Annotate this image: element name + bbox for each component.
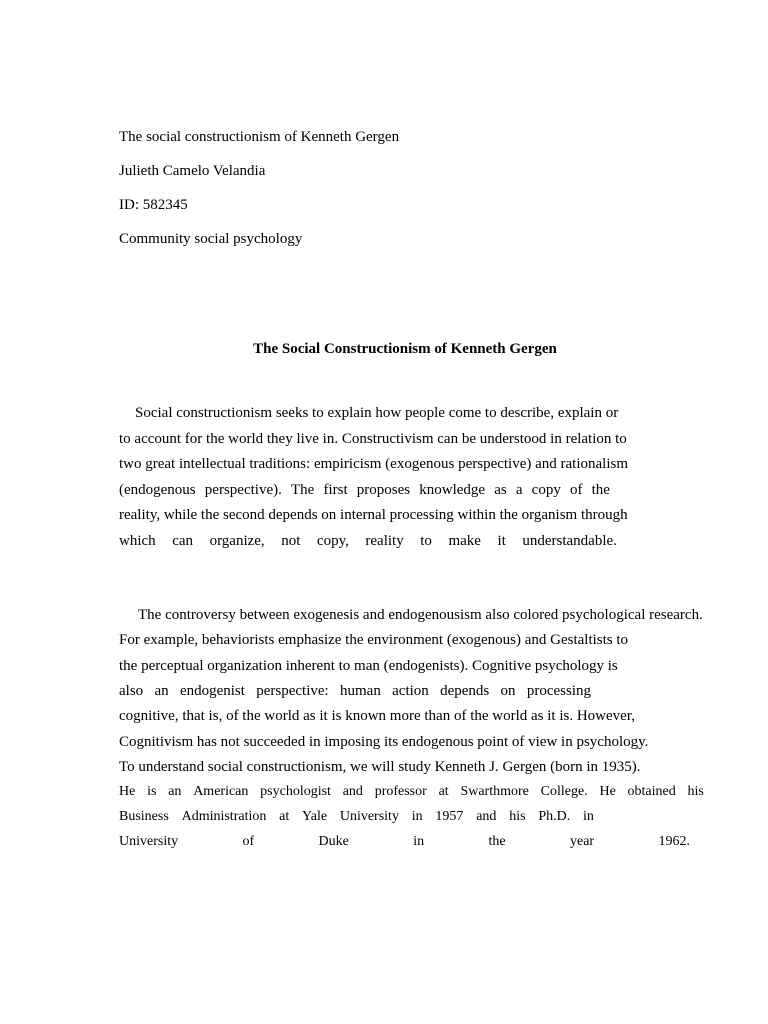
p2-line-8-w8: Swarthmore	[460, 784, 529, 799]
p2-line-7: To understand social constructionism, we will study Kenneth J. Gergen (born in 1935).	[119, 759, 641, 775]
p1-line-4-w10: the	[591, 482, 610, 498]
p2-line-10-w5: year	[569, 834, 595, 849]
p2-line-4-w8: processing	[526, 683, 591, 699]
p1-line-1: Social constructionism seeks to explain how people come to describe, explain or	[135, 405, 619, 421]
p1-line-4-w8: copy	[531, 482, 561, 498]
document-title: The Social Constructionism of Kenneth Gergen	[253, 341, 557, 357]
p2-line-8-w9: College.	[540, 784, 588, 799]
p2-line-8-w0: He	[119, 784, 136, 799]
p1-line-6-w2: organize,	[209, 533, 265, 549]
p2-line-9-w2: at	[279, 809, 290, 824]
p2-line-4	[119, 682, 591, 700]
p1-line-4-w0: (endogenous	[119, 482, 196, 498]
header-title-line: The social constructionism of Kenneth Gergen	[119, 129, 400, 145]
p1-line-4-w7: a	[515, 482, 523, 498]
p2-line-9-w0: Business	[119, 809, 169, 824]
p1-line-6-w3: not	[281, 533, 301, 549]
p2-line-5: cognitive, that is, of the world as it is known more than of the world as it is. However,	[119, 708, 635, 724]
p2-line-10-w2: Duke	[318, 834, 349, 849]
p1-line-6-w9: understandable.	[522, 533, 617, 549]
p1-line-5: reality, while the second depends on internal processing within the organism through	[119, 507, 628, 523]
p2-line-4-w2: endogenist	[179, 683, 245, 699]
p2-line-8-w7: at	[438, 784, 449, 799]
p1-line-6-w1: can	[172, 533, 194, 549]
p2-line-9-w6: 1957	[435, 809, 464, 824]
p2-line-4-w6: depends	[440, 683, 490, 699]
p2-line-4-w3: perspective:	[256, 683, 329, 699]
p2-line-4-w1: an	[154, 683, 169, 699]
p1-line-4-w5: knowledge	[419, 482, 486, 498]
p2-line-8-w1: is	[147, 784, 157, 799]
p1-line-6-w4: copy,	[316, 533, 349, 549]
p2-line-9-w7: and	[476, 809, 497, 824]
p2-line-6: Cognitivism has not succeeded in imposing its endogenous point of view in psychology.	[119, 734, 649, 750]
header-course: Community social psychology	[119, 231, 303, 247]
p2-line-8-w4: psychologist	[260, 784, 331, 799]
p2-line-8	[119, 783, 704, 801]
p1-line-6-w5: reality	[365, 533, 404, 549]
p1-line-4-w6: as	[494, 482, 507, 498]
p2-line-9-w4: University	[339, 809, 399, 824]
p2-line-4-w4: human	[340, 683, 381, 699]
p1-line-4-w2: The	[290, 482, 315, 498]
p2-line-9-w3: Yale	[302, 809, 328, 824]
p2-line-8-w12: his	[687, 784, 704, 799]
p2-line-8-w10: He	[599, 784, 616, 799]
p1-line-4-w1: perspective).	[204, 482, 282, 498]
p2-line-9-w9: Ph.D.	[538, 809, 571, 824]
p2-line-3: the perceptual organization inherent to man (endogenists). Cognitive psychology is	[119, 658, 618, 674]
p2-line-9-w10: in	[583, 809, 594, 824]
p2-line-9-w1: Administration	[181, 809, 267, 824]
p2-line-1: The controversy between exogenesis and endogenousism also colored psychological research.	[138, 607, 703, 623]
p1-line-4-w4: proposes	[356, 482, 411, 498]
p2-line-10-w3: in	[413, 834, 425, 849]
p1-line-4	[119, 481, 610, 499]
p2-line-10-w6: 1962.	[658, 834, 690, 849]
p1-line-6	[119, 532, 617, 550]
p1-line-3: two great intellectual traditions: empiricism (exogenous perspective) and rationalism	[119, 456, 629, 472]
header-author: Julieth Camelo Velandia	[119, 163, 266, 179]
p1-line-6-w6: to	[420, 533, 432, 549]
p2-line-9-w8: his	[509, 809, 526, 824]
p2-line-8-w3: American	[193, 784, 249, 799]
p2-line-10-w1: of	[242, 834, 255, 849]
p2-line-4-w0: also	[119, 683, 144, 699]
p2-line-8-w5: and	[342, 784, 363, 799]
p2-line-4-w5: action	[392, 683, 429, 699]
p2-line-10-w4: the	[488, 834, 506, 849]
p2-line-8-w11: obtained	[627, 784, 676, 799]
p1-line-2: to account for the world they live in. Constructivism can be understood in relation to	[119, 431, 627, 447]
p1-line-4-w3: first	[323, 482, 348, 498]
p2-line-10-w0: University	[119, 834, 179, 849]
p2-line-9	[119, 808, 594, 826]
p1-line-6-w7: make	[448, 533, 481, 549]
p1-line-6-w0: which	[119, 533, 156, 549]
header-id: ID: 582345	[119, 197, 188, 213]
p1-line-4-w9: of	[569, 482, 583, 498]
p2-line-8-w2: an	[168, 784, 182, 799]
p2-line-8-w6: professor	[374, 784, 427, 799]
p2-line-10	[119, 833, 690, 851]
p1-line-6-w8: it	[497, 533, 506, 549]
p2-line-9-w5: in	[411, 809, 423, 824]
p2-line-4-w7: on	[500, 683, 516, 699]
p2-line-2: For example, behaviorists emphasize the environment (exogenous) and Gestaltists to	[119, 632, 629, 648]
